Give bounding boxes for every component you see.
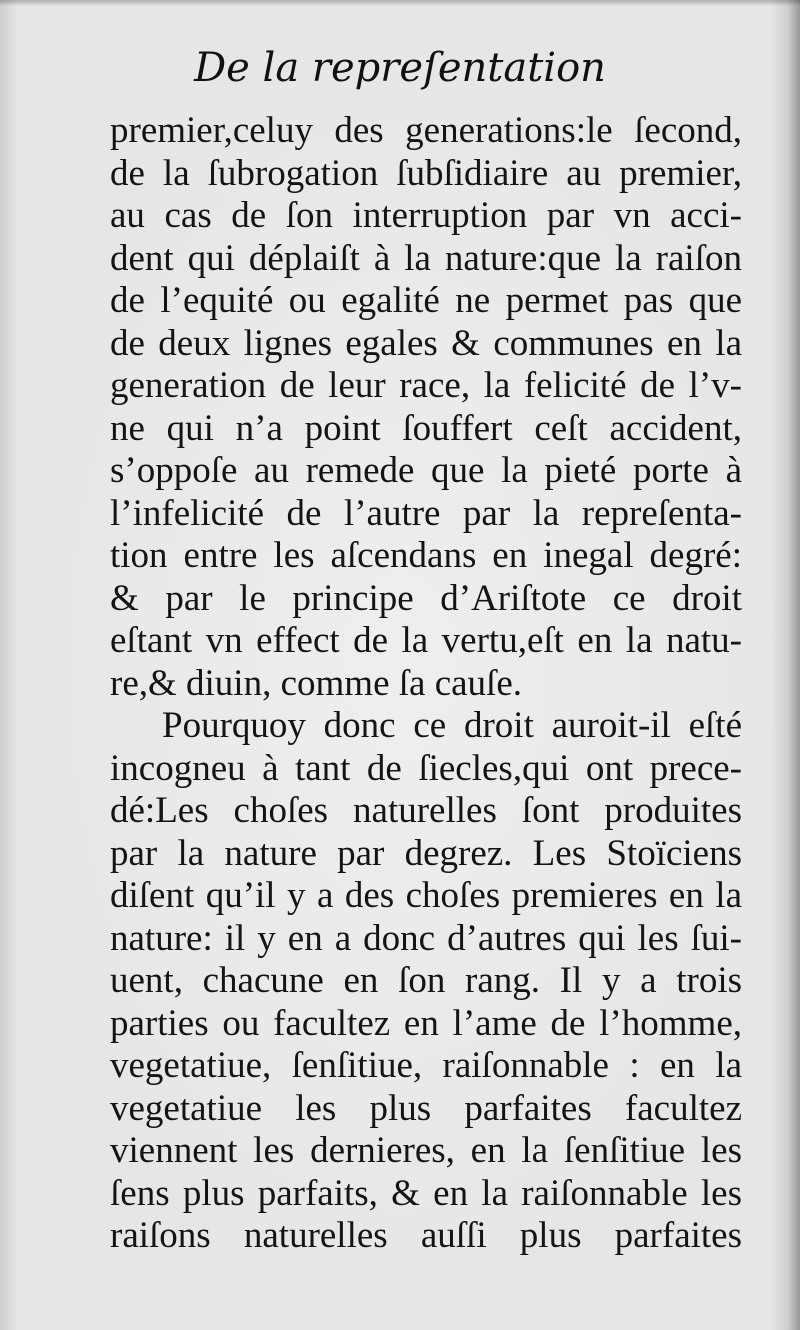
text-line: premier,celuy des generations:le ſecond,	[110, 110, 742, 151]
text-line: generation de leur race, la felicité de l’v-	[110, 365, 742, 406]
text-line: tion entre les aſcendans en inegal degré:	[110, 535, 742, 576]
text-line: vegetatiue les plus parfaites facultez	[110, 1087, 742, 1129]
text-line: vegetatiue, ſenſitiue, raiſonnable : en la	[110, 1045, 742, 1086]
text-line: eſtant vn effect de la vertu,eſt en la natu-	[110, 620, 742, 661]
running-head: De la repreſentation	[194, 45, 606, 91]
text-line: s’oppoſe au remede que la pieté porte à	[110, 450, 742, 491]
text-line: dent qui déplaiſt à la nature:que la raiſon	[110, 237, 742, 279]
text-line: dé:Les choſes naturelles ſont produites	[110, 790, 742, 831]
text-line: ſens plus parfaits, & en la raiſonnable les	[110, 1172, 742, 1214]
text-line: au cas de ſon interruption par vn acci-	[110, 195, 742, 236]
text-line: uent, chacune en ſon rang. Il y a trois	[110, 960, 742, 1001]
text-line: de deux lignes egales & communes en la	[110, 322, 742, 364]
page-top-shadow	[0, 0, 800, 6]
text-line: de la ſubrogation ſubſidiaire au premier,	[110, 152, 742, 194]
text-line: & par le principe d’Ariſtote ce droit	[110, 577, 742, 619]
paragraph-2	[110, 705, 742, 1258]
text-line: par la nature par degrez. Les Stoïciens	[110, 832, 742, 874]
text-line: re,& diuin, comme ſa cauſe.	[110, 662, 522, 704]
text-line: ne qui n’a point ſouffert ceſt accident,	[110, 407, 742, 449]
body-text	[110, 110, 742, 1258]
text-line: viennent les dernieres, en la ſenſitiue les	[110, 1130, 742, 1171]
text-line: de l’equité ou egalité ne permet pas que	[110, 280, 742, 321]
text-line: nature: il y en a donc d’autres qui les ſui-	[110, 917, 742, 959]
text-line: l’infelicité de l’autre par la repreſenta-	[110, 492, 742, 534]
text-line: Pourquoy donc ce droit auroit-il eſté	[162, 705, 742, 746]
paragraph-1	[110, 110, 742, 705]
text-line: parties ou facultez en l’ame de l’homme,	[110, 1002, 742, 1044]
page-right-shadow	[788, 0, 800, 1330]
text-line: diſent qu’il y a des choſes premieres en la	[110, 875, 742, 916]
text-line: raiſons naturelles auſſi plus parfaites	[110, 1215, 742, 1256]
text-line: incogneu à tant de ſiecles,qui ont prece-	[110, 747, 742, 789]
